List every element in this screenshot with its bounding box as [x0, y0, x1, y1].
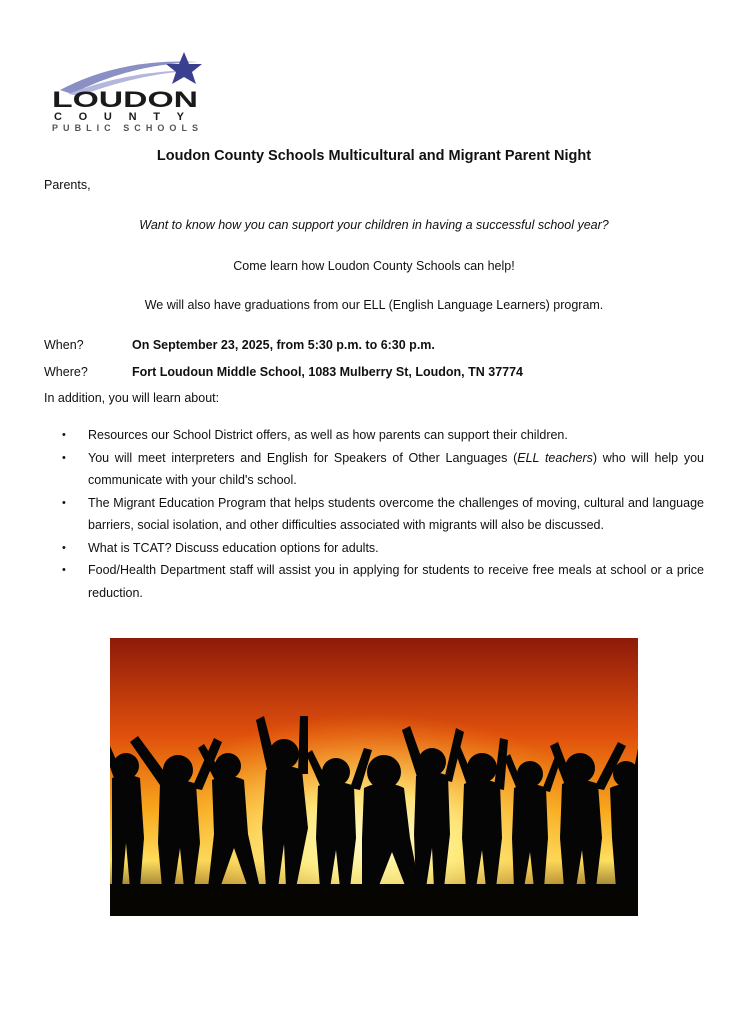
list-item [62, 447, 704, 492]
list-item [62, 537, 704, 560]
bullet-text-cont: ) who will help you communicate with your child's school. [88, 450, 704, 487]
bullet-text: What is TCAT? Discuss education options for adults. [88, 540, 379, 555]
where-label: Where? [44, 365, 88, 379]
bullet-text: The Migrant Education Program that helps students overcome the challenges of moving, cultural and language barriers, social isolation, and other difficulties associated with migrants will also be discussed. [88, 495, 704, 532]
district-logo [50, 50, 210, 132]
page-title: Loudon County Schools Multicultural and Migrant Parent Night [156, 148, 592, 164]
children-silhouette-sunset-image [110, 638, 638, 916]
list-item [62, 559, 704, 604]
addition-intro: In addition, you will learn about: [44, 391, 220, 405]
bullet-text: You will meet interpreters and English for Speakers of Other Languages ( [88, 450, 518, 465]
intro-graduation: We will also have graduations from our ELL (English Language Learners) program. [144, 298, 604, 312]
topics-list [62, 424, 704, 604]
when-value: On September 23, 2025, from 5:30 p.m. to 6:30 p.m. [132, 338, 435, 352]
logo-line1: LOUDON [52, 87, 198, 112]
list-item [62, 424, 704, 447]
where-value: Fort Loudoun Middle School, 1083 Mulberry St, Loudon, TN 37774 [132, 365, 524, 379]
intro-question: Want to know how you can support your children in having a successful school year? [139, 218, 609, 232]
bullet-icon: • [62, 564, 66, 576]
where-row [44, 365, 523, 379]
bullet-icon: • [62, 541, 66, 554]
when-row [44, 338, 435, 352]
bullet-text: Food/Health Department staff will assist you in applying for students to receive free meals at school or a price reduction. [88, 563, 704, 600]
when-label: When? [44, 338, 84, 352]
bullet-text: Resources our School District offers, as well as how parents can support their children. [88, 428, 568, 442]
logo-graphic [50, 50, 210, 132]
bullet-icon: • [62, 496, 66, 509]
logo-line3: PUBLIC SCHOOLS [52, 123, 198, 132]
greeting: Parents, [44, 178, 91, 192]
list-item [62, 492, 704, 537]
intro-help: Come learn how Loudon County Schools can help! [233, 259, 515, 273]
bullet-emphasis: ELL teachers [517, 450, 593, 465]
children-silhouette-photo [110, 638, 638, 916]
ground [110, 884, 638, 916]
bullet-icon: • [62, 451, 66, 464]
bullet-icon: • [62, 429, 66, 441]
star-icon [166, 52, 202, 84]
logo-line2: COUNTY [54, 111, 196, 123]
